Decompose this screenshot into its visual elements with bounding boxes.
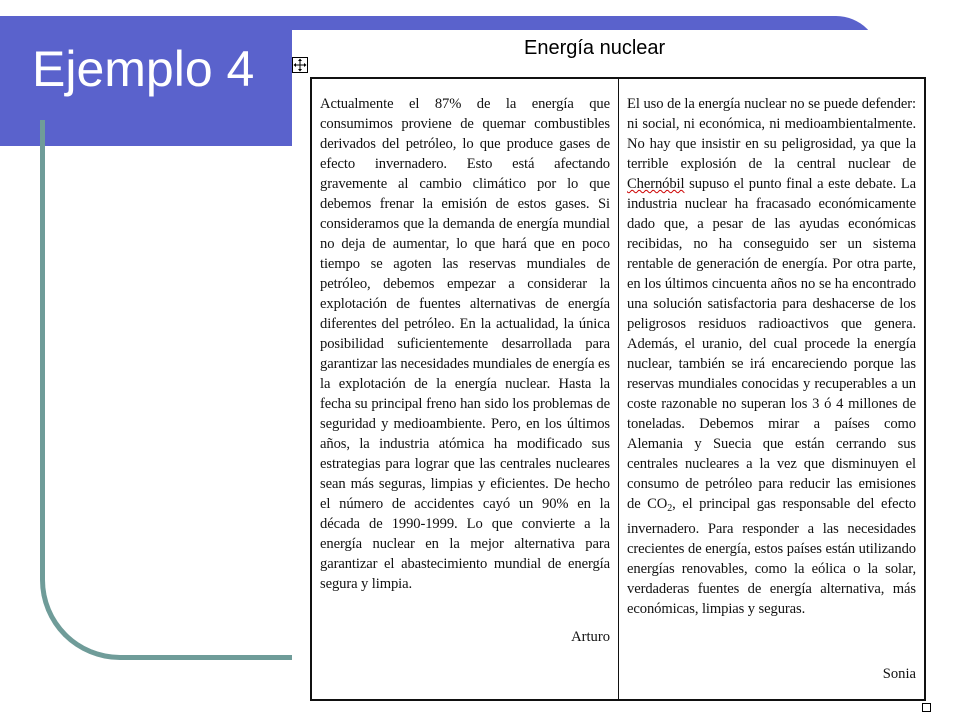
right-paragraph-middle: supuso el punto final a este debate. La industria nuclear ha fracasado económicamente dado que, a pesar de las ayudas económicas recibidas, no ha conseguido ser un sistema rentable de generación de energía. Por otra parte, en los últimos cincuenta años no se ha encontrado una solución satisfactoria para deshacerse de los peligrosos residuos radioactivos que genera. Además, el uranio, del cual procede la energía nuclear, también se irá encareciendo porque las reservas mundiales conocidas y recuperables a un coste razonable no superan los 3 ó 4 millones de toneladas. Debemos mirar a países como Alemania y Suecia que están cerrando sus centrales nucleares a la vez que disminuyen el consumo de petróleo para reducir las emisiones de CO [627, 176, 916, 512]
document-heading: Energía nuclear [524, 37, 666, 59]
left-column-text [320, 94, 610, 594]
text-table [310, 77, 926, 701]
right-column-text [627, 94, 916, 619]
slide-title: Ejemplo 4 [32, 41, 255, 97]
resize-handle-icon[interactable] [922, 703, 931, 712]
left-paragraph: Actualmente el 87% de la energía que consumimos proviene de quemar combustibles derivados del petróleo, lo que produce gases de efecto invernadero. Esto está afectando gravemente al cambio climático por lo que debemos frenar la emisión de estos gases. Si consideramos que la demanda de energía mundial no deja de aumentar, lo que hará que en poco tiempo se agoten las reservas mundiales de petróleo, debemos empezar a considerar la explotación de fuentes alternativas de energía diferentes del petróleo. En la actualidad, la única posibilidad suficientemente desarrollada para garantizar las necesidades mundiales de energía es la explotación de la energía nuclear. Hasta la fecha su principal freno han sido los problemas de seguridad y medioambiente. Pero, en los últimos años, la industria atómica ha modificado sus estrategias para lograr que las centrales nucleares sean más seguras, limpias y eficientes. De hecho el número de accidentes cayó un 90% en la década de 1990-1999. Lo que convierte a la energía nuclear en la mejor alternativa para garantizar el abastecimiento mundial de energía segura y limpia. [320, 96, 610, 592]
right-column[interactable] [618, 79, 924, 699]
left-signature: Arturo [571, 629, 610, 645]
spellcheck-flagged-word[interactable]: Chernóbil [627, 176, 685, 192]
right-paragraph-start: El uso de la energía nuclear no se puede defender: ni social, ni económica, ni medioambientalmente. No hay que insistir en su peligrosidad, ya que la terrible explosión de la central nuclear de [627, 96, 916, 172]
table-move-handle[interactable] [292, 57, 308, 73]
right-paragraph-end: , el principal gas responsable del efecto invernadero. Para responder a las necesidades crecientes de energía, estos países están utilizando energías renovables, como la eólica o la solar, verdaderas fuentes de energía alternativa, más económicas, limpias y seguras. [627, 496, 916, 617]
left-column[interactable] [312, 79, 618, 699]
right-signature: Sonia [882, 666, 916, 682]
move-arrows-icon [293, 58, 307, 72]
co2-subscript: 2 [667, 503, 673, 514]
